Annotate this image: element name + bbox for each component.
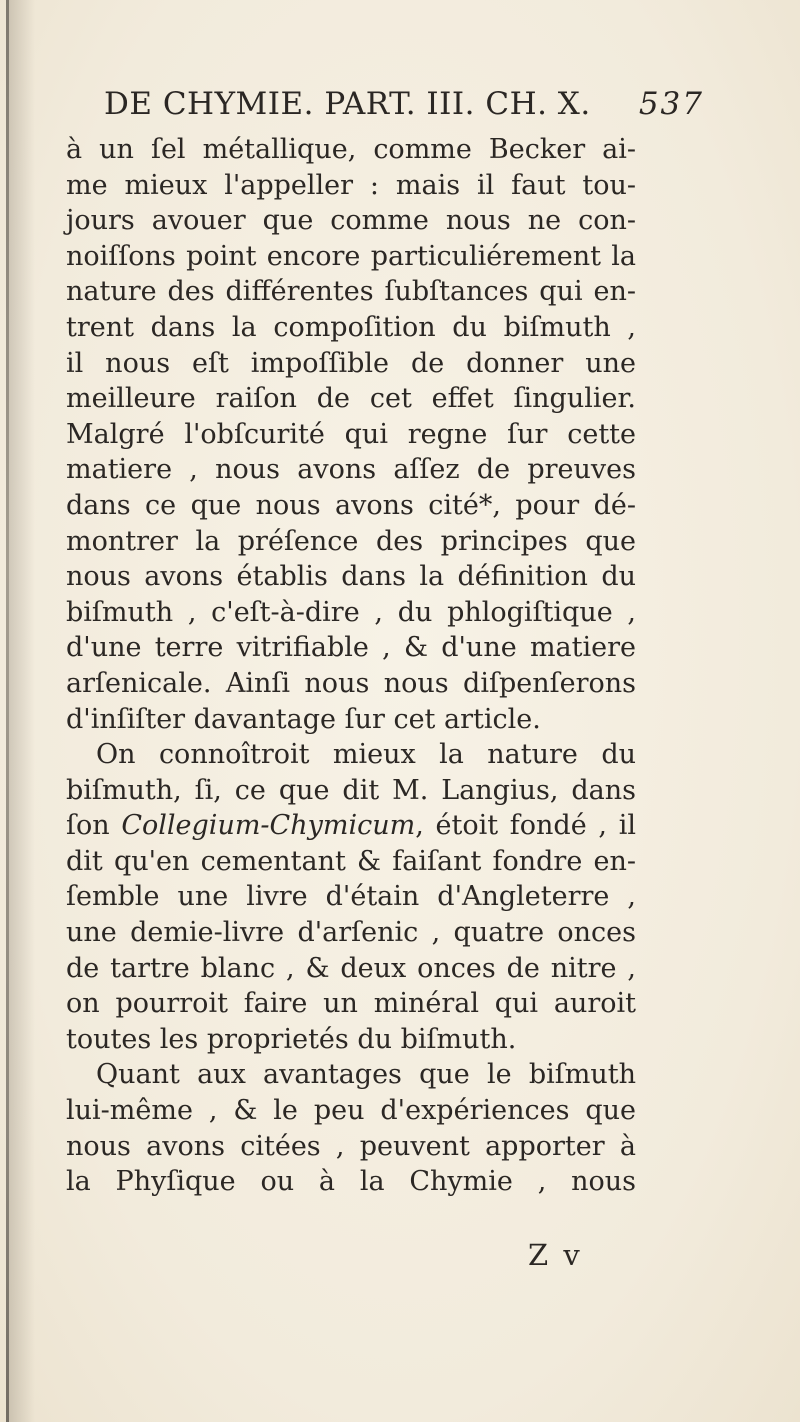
text-line: nous avons citées , peuvent apporter à (66, 1130, 636, 1162)
text-line: On connoîtroit mieux la nature du (96, 739, 636, 771)
text-line: une demie-livre d'arſenic , quatre onces (66, 917, 636, 949)
text-line: Quant aux avantages que le biſmuth (96, 1059, 636, 1091)
text-fragment: ſon (66, 810, 122, 842)
text-line: nous avons établis dans la définition du (66, 561, 636, 593)
text-line: meilleure raiſon de cet effet ſingulier. (66, 383, 636, 415)
signature-mark: Z v (528, 1238, 583, 1272)
text-line: il nous eſt impoſſible de donner une (66, 347, 636, 379)
text-line-with-title (66, 808, 636, 844)
text-line: d'inſiſter davantage ſur cet article. (66, 703, 541, 735)
text-line: jours avouer que comme nous ne con- (66, 205, 636, 237)
running-title: DE CHYMIE. PART. III. CH. X. (104, 86, 591, 122)
text-line: de tartre blanc , & deux onces de nitre , (66, 952, 636, 984)
text-line: ſemble une livre d'étain d'Angleterre , (66, 881, 636, 913)
book-title: Collegium-Chymicum (121, 810, 416, 842)
text-line: la Phyſique ou à la Chymie , nous (66, 1166, 636, 1198)
text-line: Malgré l'obſcurité qui regne ſur cette (66, 418, 636, 450)
text-line: dit qu'en cementant & faiſant fondre en- (66, 845, 636, 877)
page-header (104, 86, 704, 126)
text-line: me mieux l'appeller : mais il faut tou- (66, 169, 636, 201)
text-line: lui-même , & le peu d'expériences que (66, 1095, 636, 1127)
text-line: on pourroit faire un minéral qui auroit (66, 988, 636, 1020)
text-fragment: , étoit fondé , il (415, 810, 636, 842)
text-line: biſmuth , c'eſt-à-dire , du phlogiſtique , (66, 596, 636, 628)
body-text (66, 132, 636, 1200)
text-line: biſmuth, ſi, ce que dit M. Langius, dans (66, 774, 636, 806)
text-line: d'une terre vitrifiable , & d'une matiere (66, 632, 636, 664)
text-line: matiere , nous avons aſſez de preuves (66, 454, 636, 486)
binding-shadow (9, 0, 35, 1422)
text-line: toutes les proprietés du biſmuth. (66, 1023, 517, 1055)
text-line: montrer la préſence des principes que (66, 525, 636, 557)
text-line: dans ce que nous avons cité*, pour dé- (66, 489, 636, 521)
text-line: nature des différentes ſubſtances qui en- (66, 276, 636, 308)
text-line: trent dans la compoſition du biſmuth , (66, 311, 636, 343)
text-line: arſenicale. Ainſi nous nous diſpenſerons (66, 667, 636, 699)
text-line: à un ſel métallique, comme Becker ai- (66, 134, 636, 165)
page-number: 537 (638, 86, 704, 122)
text-line: noiſſons point encore particuliérement la (66, 240, 636, 272)
